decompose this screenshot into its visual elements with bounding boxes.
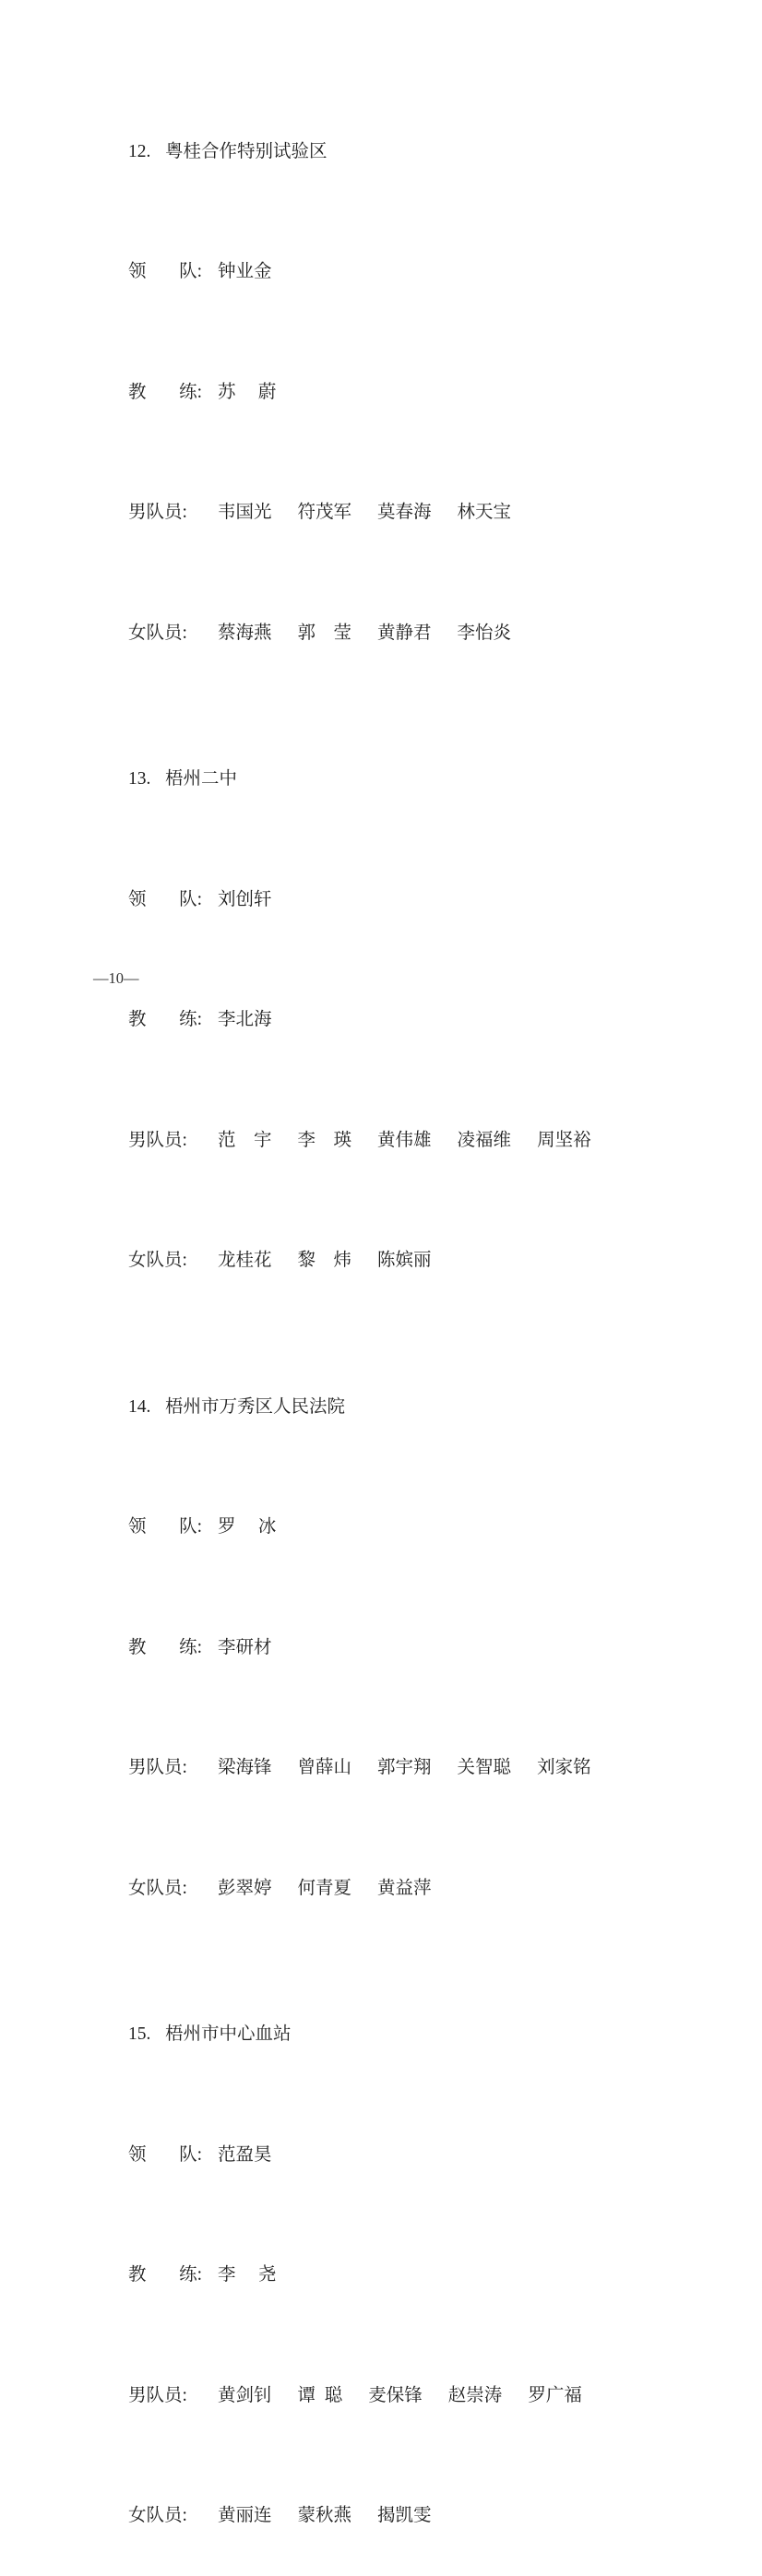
female-members-line (92, 573, 591, 694)
coach-name: 李 尧 (218, 2265, 276, 2285)
male-members-line (92, 1708, 591, 1829)
male-members-label-text: 男队员: (128, 493, 187, 533)
member-name: 黄益萍 (377, 1879, 432, 1898)
member-name: 曾薛山 (298, 1758, 352, 1777)
female-members-list (218, 1251, 432, 1270)
coach-label (128, 1000, 202, 1040)
member-name: 彭翠婷 (218, 1879, 272, 1898)
male-members-list (218, 1131, 591, 1150)
coach-name: 李研材 (218, 1638, 272, 1657)
female-members-label-text: 女队员: (128, 1869, 187, 1909)
member-name: 韦国光 (218, 503, 272, 522)
male-members-label (128, 1748, 202, 1788)
leader-line (92, 1467, 591, 1588)
coach-label-part1: 教 (128, 2255, 147, 2296)
female-members-label-text: 女队员: (128, 2496, 187, 2536)
coach-line (92, 332, 591, 453)
female-members-line (92, 1828, 591, 1949)
female-members-label-text: 女队员: (128, 1241, 187, 1281)
leader-line (92, 212, 591, 333)
member-name: 蒙秋燕 (298, 2506, 352, 2525)
coach-label-part2: 练: (179, 1628, 202, 1668)
team-section (92, 91, 591, 694)
team-number: 14. (128, 1387, 165, 1428)
member-name: 黄伟雄 (377, 1131, 432, 1150)
leader-name: 刘创轩 (218, 890, 272, 909)
team-number: 13. (128, 759, 165, 800)
team-number: 12. (128, 132, 165, 172)
leader-label (128, 252, 202, 292)
team-roster-list (92, 91, 591, 2576)
male-members-label (128, 1121, 202, 1161)
leader-label-part2: 队: (179, 2135, 202, 2176)
male-members-label-text: 男队员: (128, 1121, 187, 1161)
member-name: 龙桂花 (218, 1251, 272, 1270)
member-name: 刘家铭 (537, 1758, 591, 1777)
team-title (92, 1975, 591, 2095)
member-name: 凌福维 (458, 1131, 512, 1150)
member-name: 李怡炎 (458, 623, 512, 643)
document-page (0, 0, 762, 1078)
team-name: 粤桂合作特别试验区 (165, 142, 327, 161)
leader-label (128, 880, 202, 920)
leader-label-part2: 队: (179, 1507, 202, 1548)
team-title (92, 91, 591, 212)
male-members-list (218, 2386, 582, 2405)
member-name: 莫春海 (377, 503, 432, 522)
coach-label (128, 1628, 202, 1668)
team-title (92, 719, 591, 840)
member-name: 李 瑛 (298, 1131, 352, 1150)
coach-label-part1: 教 (128, 1000, 147, 1040)
leader-name: 罗 冰 (218, 1517, 276, 1537)
member-name: 关智聪 (458, 1758, 512, 1777)
male-members-list (218, 1758, 591, 1777)
member-name: 陈嫔丽 (377, 1251, 432, 1270)
female-members-label (128, 613, 202, 654)
member-name: 黄静君 (377, 623, 432, 643)
female-members-line (92, 2456, 591, 2576)
male-members-label-text: 男队员: (128, 2376, 187, 2416)
member-name: 揭凯雯 (377, 2506, 432, 2525)
team-name: 梧州市中心血站 (165, 2024, 292, 2044)
male-members-line (92, 453, 591, 574)
coach-label-part1: 教 (128, 1628, 147, 1668)
member-name: 黎 炜 (298, 1251, 352, 1270)
member-name: 黄剑钊 (218, 2386, 272, 2405)
male-members-label-text: 男队员: (128, 1748, 187, 1788)
coach-line (92, 1587, 591, 1708)
member-name: 罗广福 (528, 2386, 582, 2405)
female-members-label (128, 1869, 202, 1909)
female-members-label (128, 1241, 202, 1281)
leader-label (128, 2135, 202, 2176)
team-section (92, 719, 591, 1322)
member-name: 郭宇翔 (377, 1758, 432, 1777)
member-name: 谭 聪 (298, 2386, 343, 2405)
female-members-list (218, 623, 511, 643)
coach-line (92, 960, 591, 1081)
page-number: —10— (93, 968, 139, 989)
leader-name: 范盈昊 (218, 2145, 272, 2165)
female-members-label-text: 女队员: (128, 613, 187, 654)
member-name: 麦保锋 (368, 2386, 423, 2405)
coach-label-part2: 练: (179, 1000, 202, 1040)
member-name: 蔡海燕 (218, 623, 272, 643)
leader-name: 钟业金 (218, 262, 272, 281)
male-members-list (218, 503, 511, 522)
coach-label-part1: 教 (128, 373, 147, 413)
member-name: 符茂军 (298, 503, 352, 522)
member-name: 梁海锋 (218, 1758, 272, 1777)
coach-name: 李北海 (218, 1010, 272, 1029)
member-name: 何青夏 (298, 1879, 352, 1898)
coach-label-part2: 练: (179, 2255, 202, 2296)
member-name: 郭 莹 (298, 623, 352, 643)
team-name: 梧州市万秀区人民法院 (165, 1397, 345, 1417)
team-section (92, 1347, 591, 1949)
coach-label (128, 2255, 202, 2296)
male-members-line (92, 1080, 591, 1201)
team-title (92, 1347, 591, 1467)
member-name: 林天宝 (458, 503, 512, 522)
male-members-line (92, 2335, 591, 2456)
leader-label-part2: 队: (179, 252, 202, 292)
leader-label-part2: 队: (179, 880, 202, 920)
female-members-list (218, 2506, 432, 2525)
team-number: 15. (128, 2014, 165, 2055)
coach-label-part2: 练: (179, 373, 202, 413)
male-members-label (128, 2376, 202, 2416)
leader-label-part1: 领 (128, 880, 147, 920)
coach-label (128, 373, 202, 413)
female-members-list (218, 1879, 432, 1898)
leader-label-part1: 领 (128, 2135, 147, 2176)
member-name: 黄丽连 (218, 2506, 272, 2525)
leader-line (92, 839, 591, 960)
team-section (92, 1975, 591, 2576)
female-members-label (128, 2496, 202, 2536)
member-name: 周坚裕 (537, 1131, 591, 1150)
leader-label-part1: 领 (128, 252, 147, 292)
team-name: 梧州二中 (165, 769, 237, 789)
member-name: 范 宇 (218, 1131, 272, 1150)
coach-line (92, 2215, 591, 2336)
leader-label (128, 1507, 202, 1548)
leader-line (92, 2095, 591, 2215)
leader-label-part1: 领 (128, 1507, 147, 1548)
coach-name: 苏 蔚 (218, 383, 276, 402)
female-members-line (92, 1201, 591, 1322)
member-name: 赵崇涛 (448, 2386, 503, 2405)
male-members-label (128, 493, 202, 533)
